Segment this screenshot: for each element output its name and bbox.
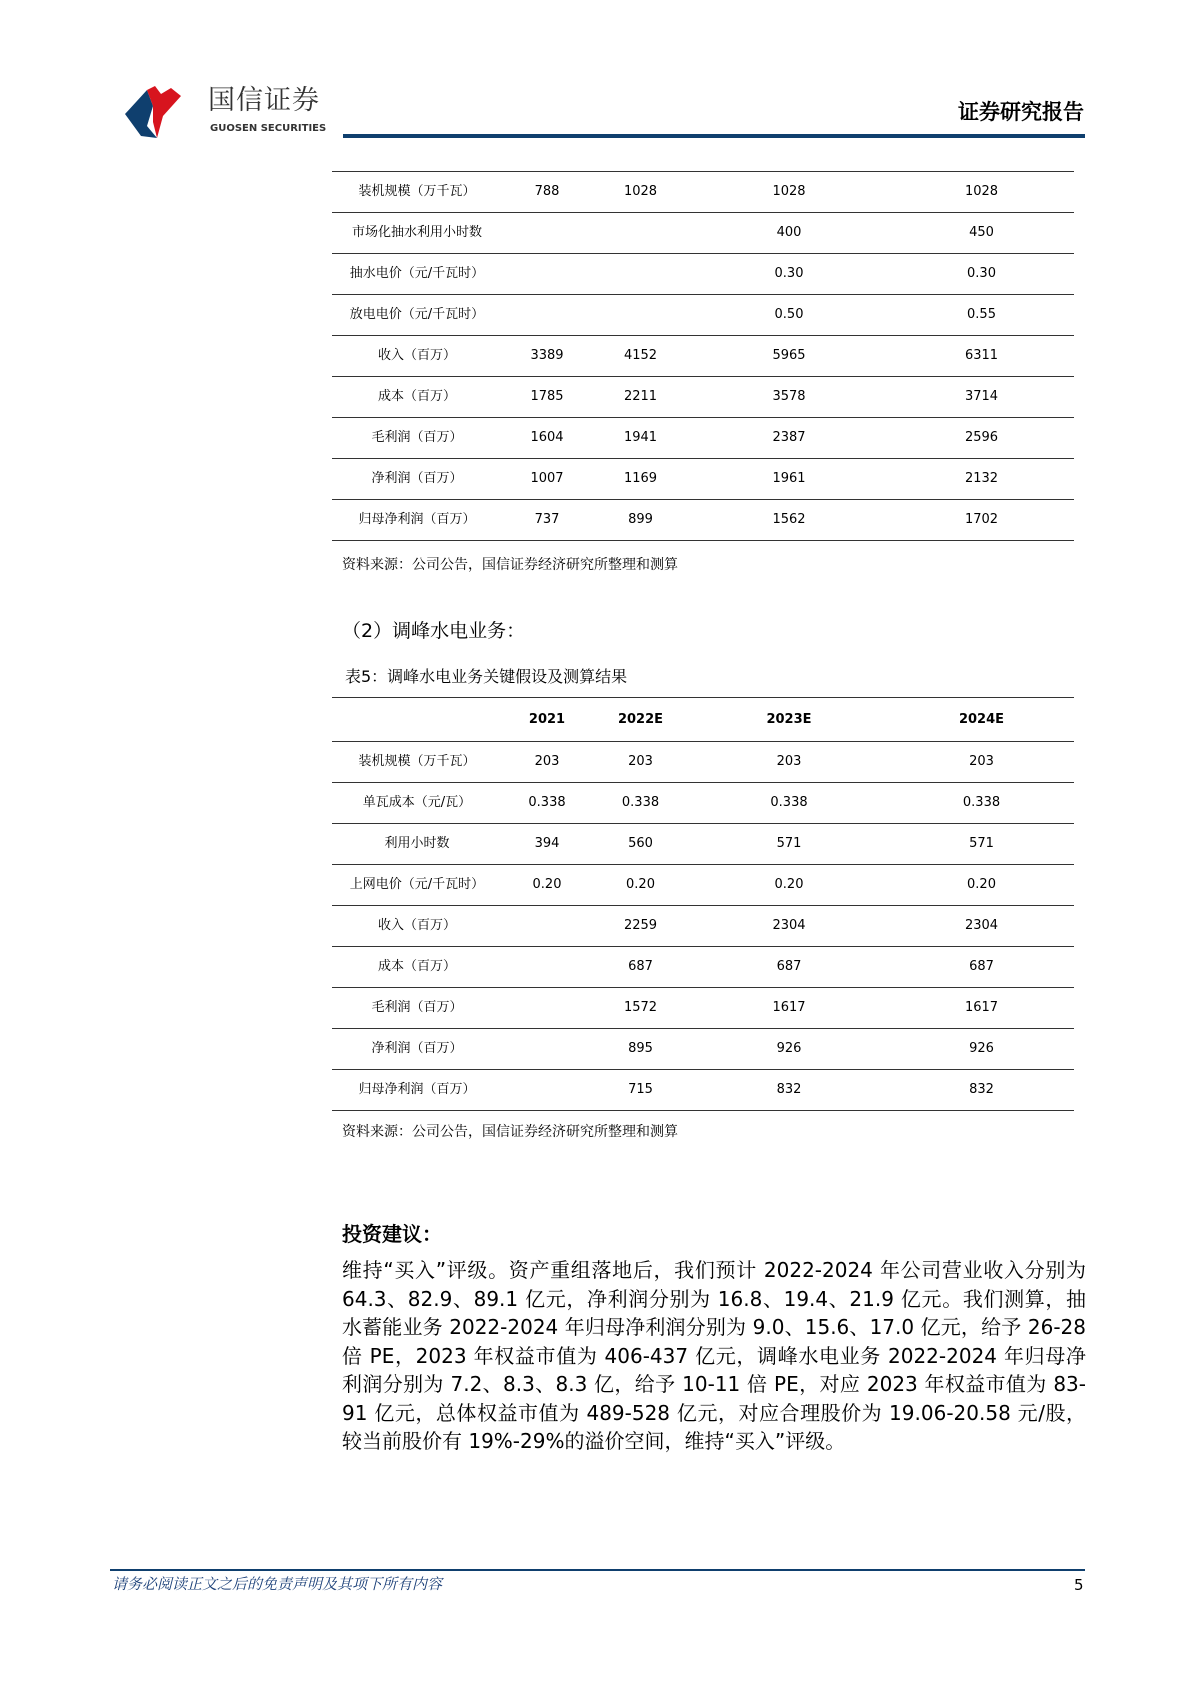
table-row [332, 213, 1074, 254]
table-cell: 2304 [689, 906, 889, 947]
row-label: 装机规模（万千瓦） [332, 172, 502, 213]
table-cell: 1028 [592, 172, 689, 213]
table-cell [502, 254, 592, 295]
table-cell: 895 [592, 1029, 689, 1070]
row-label: 成本（百万） [332, 377, 502, 418]
table-cell: 4152 [592, 336, 689, 377]
table-cell: 2596 [889, 418, 1074, 459]
table-cell: 0.30 [689, 254, 889, 295]
table-row [332, 459, 1074, 500]
footer-disclaimer: 请务必阅读正文之后的免责声明及其项下所有内容 [112, 1575, 443, 1593]
investment-body: 维持“买入”评级。资产重组落地后，我们预计 2022-2024 年公司营业收入分别为 64.3、82.9、89.1 亿元，净利润分别为 16.8、19.4、21.9 亿元。我们测算，抽水蓄能业务 2022-2024 年归母净利润分别为 9.0、15.6、17.0 亿元，给予 26-28 倍 PE，2023 年权益市值为 406-437 亿元，调峰水电业务 2022-2024 年归母净利润分别为 7.2、8.3、8.3 亿，给予 10-11 倍 PE，对应 2023 年权益市值为 83-91 亿元，总体权益市值为 489-528 亿元，对应合理股价为 19.06-20.58 元/股，较当前股价有 19%-29%的溢价空间，维持“买入”评级。 [342, 1258, 1086, 1453]
table-cell: 3389 [502, 336, 592, 377]
table-cell: 788 [502, 172, 592, 213]
table-cell: 0.338 [592, 783, 689, 824]
table-cell: 926 [689, 1029, 889, 1070]
table-cell: 203 [889, 742, 1074, 783]
guosen-logo-icon [118, 86, 198, 140]
table-cell: 400 [689, 213, 889, 254]
table-cell [502, 906, 592, 947]
row-label: 装机规模（万千瓦） [332, 742, 502, 783]
row-label: 单瓦成本（元/瓦） [332, 783, 502, 824]
table-cell: 2387 [689, 418, 889, 459]
table-cell: 1617 [889, 988, 1074, 1029]
table-cell: 899 [592, 500, 689, 541]
table-cell: 1941 [592, 418, 689, 459]
row-label: 成本（百万） [332, 947, 502, 988]
column-header: 2022E [592, 698, 689, 742]
table-cell: 3578 [689, 377, 889, 418]
header-divider [343, 134, 1085, 138]
brand-name-cn: 国信证券 [208, 85, 320, 116]
table-row [332, 377, 1074, 418]
table-cell: 687 [889, 947, 1074, 988]
table-cell [502, 295, 592, 336]
table-cell [502, 213, 592, 254]
table-cell: 2304 [889, 906, 1074, 947]
table-cell: 0.338 [502, 783, 592, 824]
table-row [332, 783, 1074, 824]
table-cell: 203 [689, 742, 889, 783]
table-row [332, 988, 1074, 1029]
row-label: 收入（百万） [332, 906, 502, 947]
column-header: 2023E [689, 698, 889, 742]
row-label: 净利润（百万） [332, 1029, 502, 1070]
table-cell: 203 [592, 742, 689, 783]
table-row [332, 172, 1074, 213]
report-type: 证券研究报告 [958, 100, 1084, 124]
column-header: 2024E [889, 698, 1074, 742]
table-row [332, 947, 1074, 988]
table-cell: 0.50 [689, 295, 889, 336]
table-cell: 0.338 [889, 783, 1074, 824]
table-cell: 1604 [502, 418, 592, 459]
brand-name-en: GUOSEN SECURITIES [210, 123, 327, 134]
table-cell: 203 [502, 742, 592, 783]
table-row [332, 1070, 1074, 1111]
row-label: 归母净利润（百万） [332, 1070, 502, 1111]
table-cell: 687 [689, 947, 889, 988]
table-cell: 1007 [502, 459, 592, 500]
column-header: 2021 [502, 698, 592, 742]
table-cell: 0.20 [889, 865, 1074, 906]
table-cell [592, 295, 689, 336]
table-row [332, 500, 1074, 541]
row-label: 毛利润（百万） [332, 988, 502, 1029]
table-cell: 450 [889, 213, 1074, 254]
row-label: 市场化抽水利用小时数 [332, 213, 502, 254]
table-cell: 0.30 [889, 254, 1074, 295]
row-label: 净利润（百万） [332, 459, 502, 500]
table-cell: 2211 [592, 377, 689, 418]
table-cell [502, 1029, 592, 1070]
section-title: （2）调峰水电业务： [342, 620, 526, 642]
row-label: 收入（百万） [332, 336, 502, 377]
table-row [332, 418, 1074, 459]
table4-source: 资料来源：公司公告，国信证券经济研究所整理和测算 [342, 557, 678, 573]
table5-source: 资料来源：公司公告，国信证券经济研究所整理和测算 [342, 1124, 678, 1140]
table-cell: 0.20 [592, 865, 689, 906]
peak-hydro-table [332, 697, 1074, 1111]
table-cell: 571 [889, 824, 1074, 865]
table-cell [502, 1070, 592, 1111]
table-cell: 2259 [592, 906, 689, 947]
table-cell: 6311 [889, 336, 1074, 377]
table-cell: 0.20 [689, 865, 889, 906]
table-cell: 737 [502, 500, 592, 541]
table-cell: 3714 [889, 377, 1074, 418]
column-header [332, 698, 502, 742]
table-cell [592, 254, 689, 295]
table-cell: 0.55 [889, 295, 1074, 336]
table-row [332, 865, 1074, 906]
row-label: 归母净利润（百万） [332, 500, 502, 541]
table-cell [592, 213, 689, 254]
table-cell: 926 [889, 1029, 1074, 1070]
table-cell: 0.20 [502, 865, 592, 906]
table-cell [502, 988, 592, 1029]
table-row [332, 742, 1074, 783]
table-cell: 571 [689, 824, 889, 865]
table-row [332, 254, 1074, 295]
table-cell: 715 [592, 1070, 689, 1111]
row-label: 毛利润（百万） [332, 418, 502, 459]
row-label: 放电电价（元/千瓦时） [332, 295, 502, 336]
table-row [332, 1029, 1074, 1070]
table-cell: 1169 [592, 459, 689, 500]
table-cell: 832 [889, 1070, 1074, 1111]
table5-caption: 表5：调峰水电业务关键假设及测算结果 [345, 667, 628, 686]
table-cell: 0.338 [689, 783, 889, 824]
table-cell: 1785 [502, 377, 592, 418]
table-cell: 1572 [592, 988, 689, 1029]
table-cell: 1961 [689, 459, 889, 500]
row-label: 抽水电价（元/千瓦时） [332, 254, 502, 295]
table-cell: 1028 [689, 172, 889, 213]
pumped-storage-table [332, 171, 1074, 541]
page-number: 5 [1074, 1576, 1084, 1594]
table-cell: 1028 [889, 172, 1074, 213]
table-row [332, 336, 1074, 377]
table-row [332, 295, 1074, 336]
table-cell [502, 947, 592, 988]
table-cell: 1562 [689, 500, 889, 541]
row-label: 利用小时数 [332, 824, 502, 865]
table-cell: 560 [592, 824, 689, 865]
row-label: 上网电价（元/千瓦时） [332, 865, 502, 906]
table-cell: 394 [502, 824, 592, 865]
table-cell: 2132 [889, 459, 1074, 500]
table-row [332, 824, 1074, 865]
footer-divider [110, 1569, 1085, 1571]
table-cell: 687 [592, 947, 689, 988]
table-row [332, 906, 1074, 947]
investment-title: 投资建议： [342, 1222, 442, 1246]
table-cell: 5965 [689, 336, 889, 377]
table-cell: 832 [689, 1070, 889, 1111]
table-cell: 1702 [889, 500, 1074, 541]
table-cell: 1617 [689, 988, 889, 1029]
